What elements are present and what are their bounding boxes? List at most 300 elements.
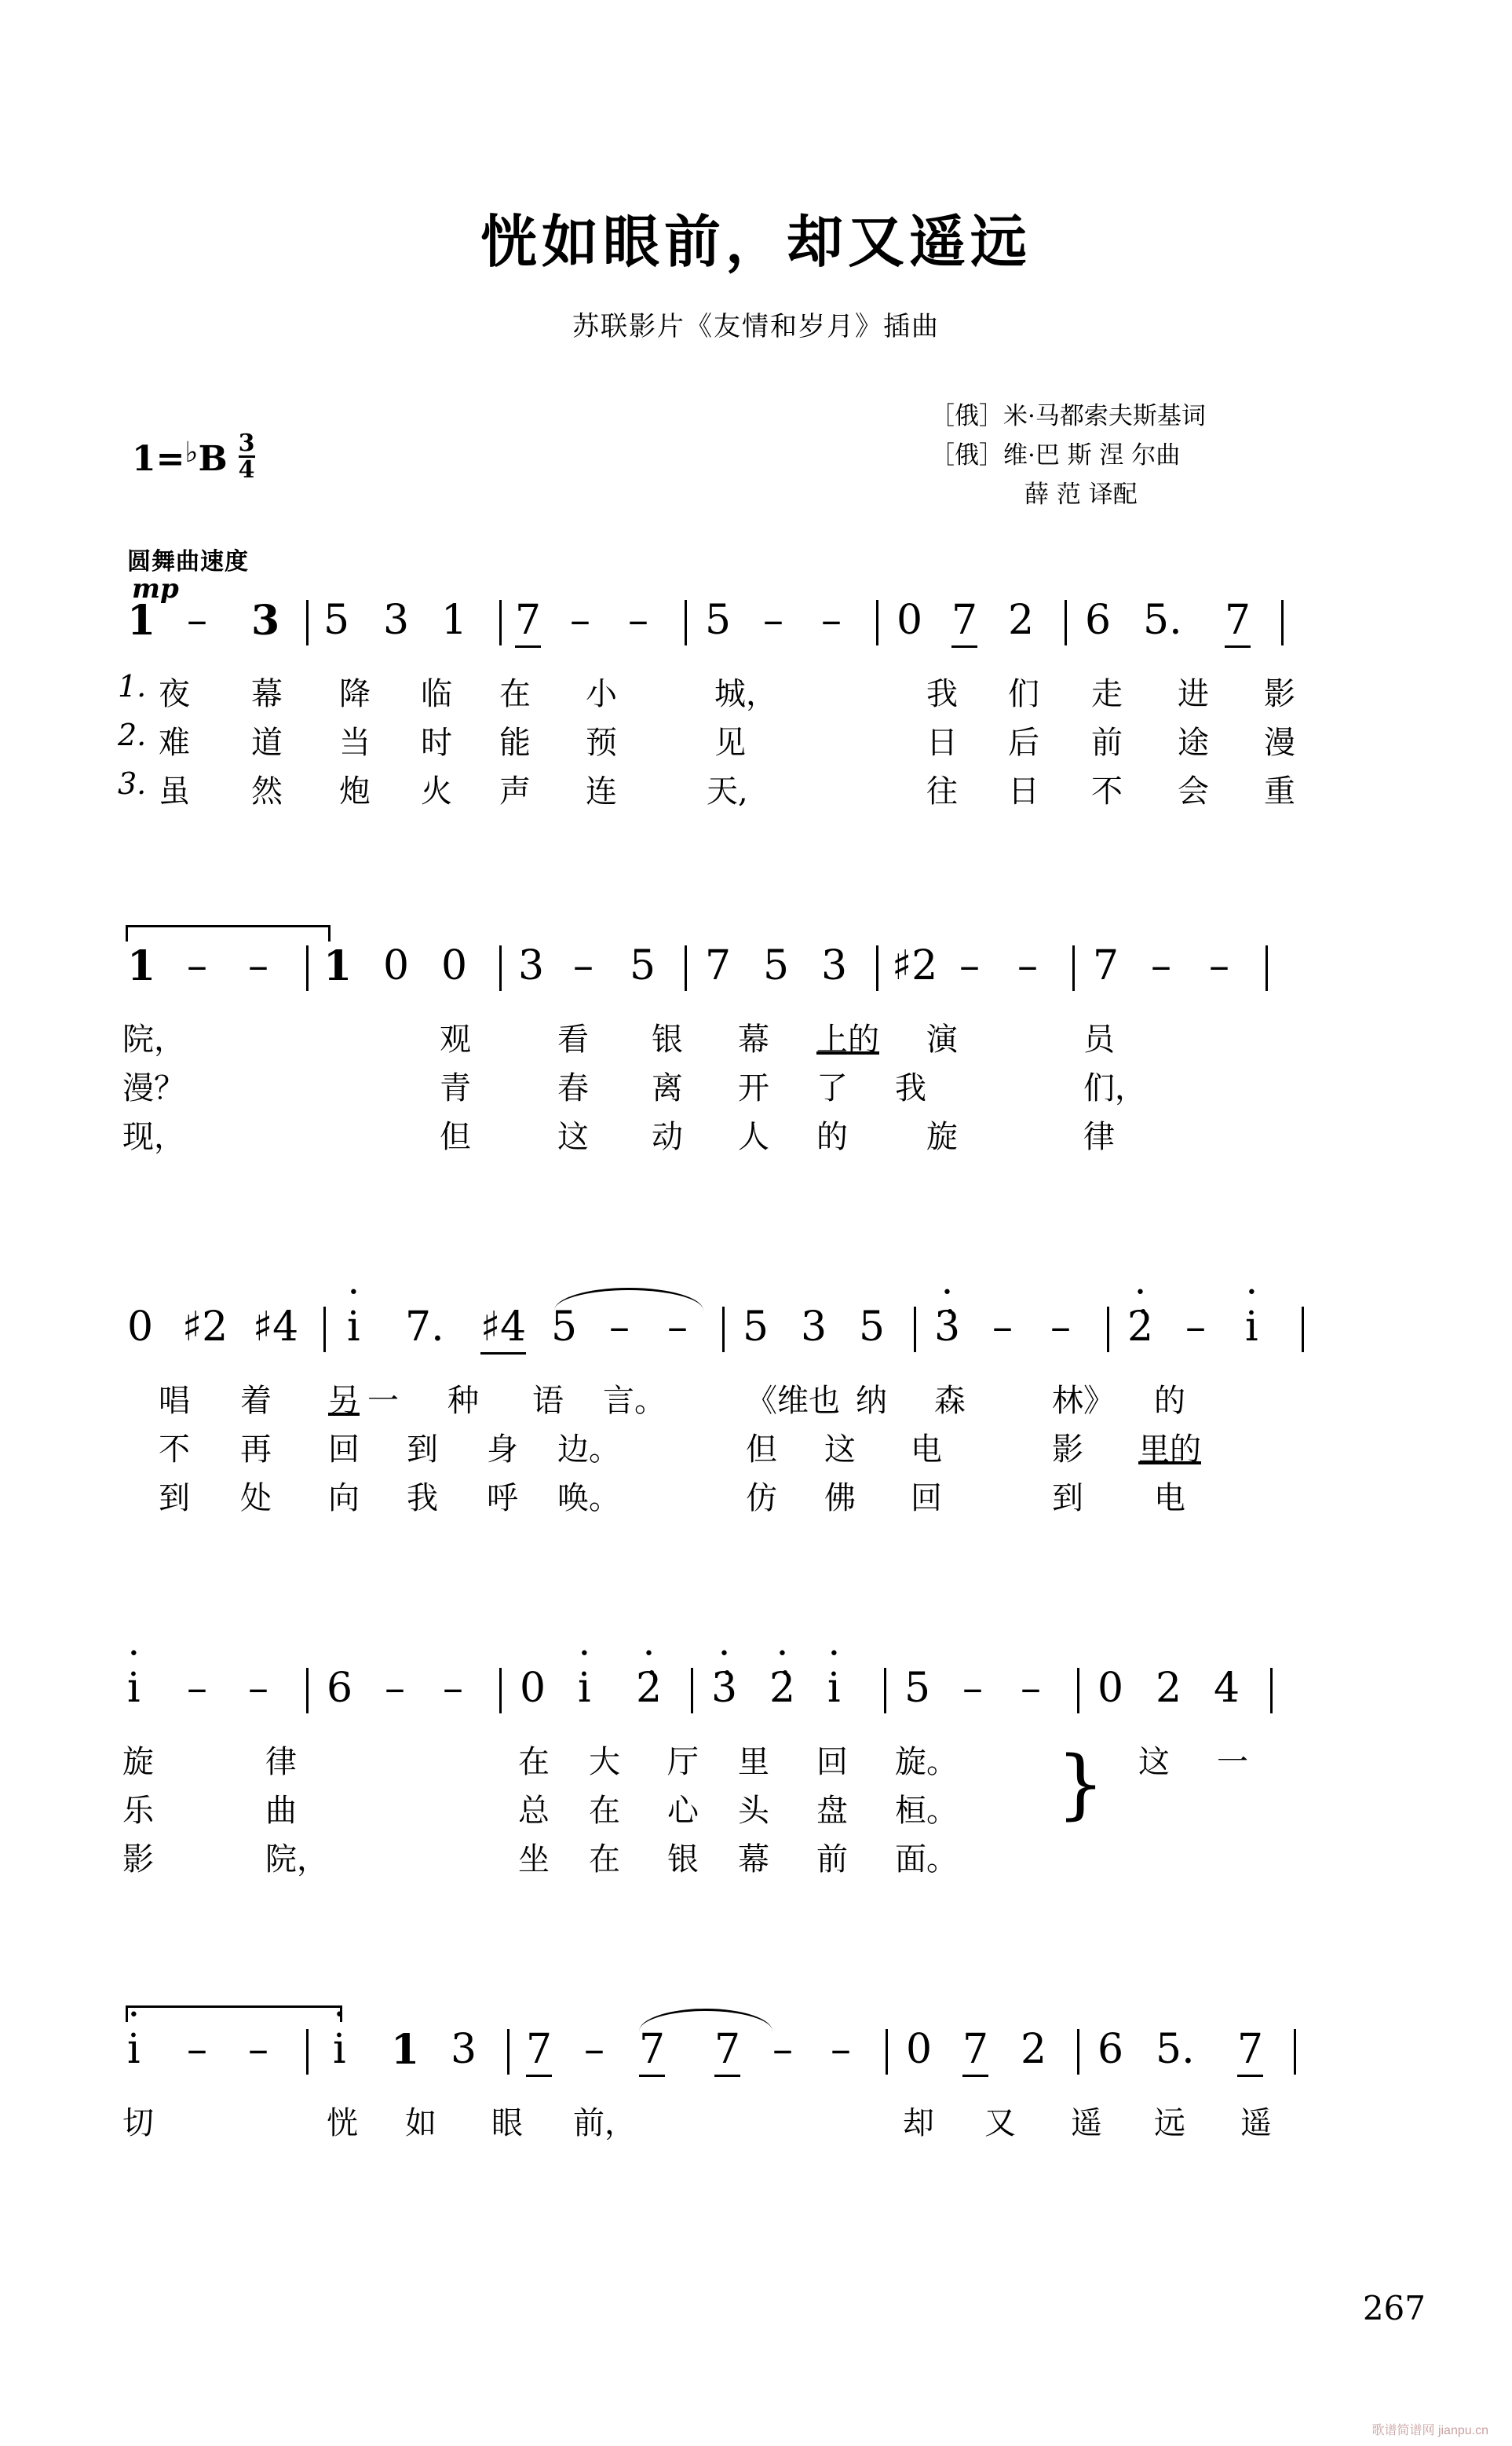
lyric-syllable: 连 — [586, 773, 617, 810]
lyric-syllable: 恍 — [327, 2105, 358, 2141]
note: 0 — [441, 942, 468, 989]
barline — [1077, 2029, 1079, 2075]
note: 4 — [1214, 1665, 1240, 1712]
lyric-syllable: 院， — [122, 1022, 185, 1058]
lyric-syllable: 银 — [667, 1841, 699, 1877]
lyric-syllable: 这 — [824, 1431, 856, 1468]
lyrics-block-5 — [118, 2098, 1421, 2147]
note: – — [573, 942, 593, 989]
lyric-syllable: 进 — [1178, 676, 1209, 712]
barline — [1294, 2029, 1296, 2075]
watermark: 歌谱简谱网 jianpu.cn — [1371, 2424, 1488, 2437]
page-number: 267 — [1362, 2289, 1426, 2327]
note: 6 — [1085, 597, 1112, 644]
barline — [685, 600, 687, 645]
lyric-syllable: 幕 — [251, 676, 283, 712]
lyrics-block-2 — [118, 1015, 1421, 1161]
lyric-syllable: 前 — [816, 1841, 848, 1877]
lyric-syllable: 再 — [240, 1431, 272, 1468]
lyric-syllable: 总 — [518, 1793, 550, 1829]
lyric-syllable: 到 — [407, 1431, 438, 1468]
note: • i — [127, 2026, 141, 2073]
music-system-3 — [118, 1303, 1421, 1522]
lyric-syllable: 这 — [1138, 1744, 1170, 1780]
note: – — [831, 2026, 851, 2073]
lyric-syllable: 盘 — [816, 1793, 848, 1829]
verse-number: 2. — [118, 718, 147, 752]
note: 1 — [127, 942, 156, 990]
note: – — [584, 2026, 604, 2073]
lyric-syllable: 乐 — [122, 1793, 154, 1829]
lyric-syllable: 坐 — [518, 1841, 550, 1877]
notation-row-1 — [118, 597, 1421, 664]
lyric-syllable: 预 — [586, 725, 617, 761]
credit-composer: ［俄］维·巴 斯 涅 尔曲 — [930, 441, 1181, 470]
note: 5 — [705, 597, 732, 644]
note: – — [1151, 942, 1171, 989]
lyric-syllable: 森 — [934, 1383, 966, 1419]
lyric-syllable: 看 — [557, 1022, 589, 1058]
note: 7 — [714, 2026, 740, 2077]
lyric-line — [118, 1015, 1421, 1063]
note: – — [248, 942, 268, 989]
lyric-syllable: 降 — [339, 676, 371, 712]
barline — [685, 945, 687, 991]
note: 5 — [859, 1303, 886, 1351]
lyric-syllable: 旋。 — [895, 1744, 958, 1780]
lyric-syllable: 我 — [926, 676, 958, 712]
note: 3 — [251, 597, 280, 645]
lyric-syllable: 夜 — [159, 676, 190, 712]
note: – — [763, 597, 783, 644]
barline — [323, 1307, 326, 1352]
barline — [306, 600, 309, 645]
lyric-syllable: 回 — [328, 1431, 360, 1468]
lyric-syllable: 不 — [1091, 773, 1123, 810]
note: • i — [127, 1665, 141, 1712]
note: 0 — [897, 597, 923, 644]
note: – — [609, 1303, 630, 1351]
lyric-syllable: 头 — [738, 1793, 769, 1829]
note: 2 — [1156, 1665, 1182, 1712]
lyric-syllable: 处 — [240, 1480, 272, 1516]
note: – — [962, 1665, 983, 1712]
second-ending-bracket — [126, 2005, 342, 2022]
note: • i — [347, 1303, 360, 1351]
note: 5 — [904, 1665, 931, 1712]
lyric-syllable: 远 — [1154, 2105, 1185, 2141]
note: 2 — [1021, 2026, 1047, 2073]
note: 1 — [391, 2026, 420, 2074]
lyric-syllable: 临 — [421, 676, 452, 712]
page-title: 恍如眼前，却又遥远 — [480, 208, 1032, 275]
note: – — [1017, 942, 1038, 989]
lyric-syllable: 天, — [707, 773, 748, 810]
lyric-syllable: 回 — [911, 1480, 942, 1516]
note: – — [959, 942, 980, 989]
note: 5. — [1143, 597, 1182, 644]
note: • 3̇ — [934, 1303, 960, 1351]
meter-numerator: 3 — [238, 430, 255, 457]
lyric-syllable: 后 — [1008, 725, 1039, 761]
lyric-line — [118, 718, 1421, 766]
lyric-line — [118, 1834, 1421, 1883]
note: – — [1021, 1665, 1041, 1712]
lyric-syllable: 电 — [911, 1431, 942, 1468]
lyric-syllable: 旋 — [926, 1119, 958, 1155]
lyric-syllable: 身 — [487, 1431, 518, 1468]
note: 7 — [951, 597, 977, 648]
lyric-syllable: 火 — [421, 773, 452, 810]
note: 7 — [1237, 2026, 1263, 2077]
lyric-syllable: 见 — [714, 725, 746, 761]
lyric-syllable: 途 — [1178, 725, 1209, 761]
lyric-syllable: 切 — [122, 2105, 154, 2141]
lyric-line — [118, 2098, 1421, 2147]
note: 5 — [323, 597, 350, 644]
lyric-syllable: 院， — [265, 1841, 328, 1877]
note: 2 — [1008, 597, 1035, 644]
note: 1 — [323, 942, 352, 990]
lyric-syllable: 但 — [746, 1431, 777, 1468]
lyric-syllable: 然 — [251, 773, 283, 810]
lyric-syllable: 观 — [440, 1022, 471, 1058]
credit-lyricist: ［俄］米·马都索夫斯基词 — [930, 402, 1206, 430]
lyric-line — [118, 1112, 1421, 1161]
barline — [306, 945, 309, 991]
lyric-syllable: 却 — [903, 2105, 934, 2141]
note: 7 — [639, 2026, 665, 2077]
note: – — [187, 942, 207, 989]
lyric-syllable: 也 — [809, 1383, 840, 1419]
lyric-syllable: 我 — [895, 1070, 926, 1106]
lyric-syllable: 厅 — [667, 1744, 699, 1780]
note: 3 — [821, 942, 848, 989]
lyric-syllable: 日 — [1008, 773, 1039, 810]
lyric-line — [118, 1473, 1421, 1522]
music-system-5 — [118, 2026, 1421, 2147]
music-system-1 — [118, 597, 1421, 815]
lyric-syllable: 电 — [1154, 1480, 1185, 1516]
lyric-line — [118, 1376, 1421, 1424]
lyric-syllable: 前 — [1091, 725, 1123, 761]
lyric-syllable: 现， — [122, 1119, 185, 1155]
lyric-syllable: 旋 — [122, 1744, 154, 1780]
lyric-syllable: 影 — [122, 1841, 154, 1877]
lyric-syllable: 的 — [1154, 1383, 1185, 1419]
lyric-syllable: 但 — [440, 1119, 471, 1155]
note: – — [772, 2026, 793, 2073]
lyrics-block-3 — [118, 1376, 1421, 1522]
lyric-line — [118, 1424, 1421, 1473]
barline — [499, 945, 502, 991]
note: ♯4 — [480, 1303, 526, 1355]
lyric-syllable: 一 — [367, 1383, 399, 1419]
lyric-syllable: 声 — [499, 773, 531, 810]
note: 0 — [520, 1665, 546, 1712]
note: 3 — [383, 597, 410, 644]
note: 7 — [1225, 597, 1251, 648]
lyric-syllable: 的 — [816, 1119, 848, 1155]
lyric-syllable: 演 — [926, 1022, 958, 1058]
notation-row-2 — [118, 942, 1421, 1010]
lyric-syllable: 律 — [1083, 1119, 1115, 1155]
note: – — [187, 2026, 207, 2073]
meter-denominator: 4 — [238, 456, 255, 484]
note: 5 — [763, 942, 790, 989]
lyric-syllable: 小 — [586, 676, 617, 712]
barline — [499, 1668, 502, 1713]
note: – — [1050, 1303, 1071, 1351]
note: • i — [578, 1665, 591, 1712]
barline — [876, 600, 878, 645]
lyric-syllable: 了 — [816, 1070, 848, 1106]
lyric-syllable: 当 — [339, 725, 371, 761]
lyric-syllable: 一 — [1217, 1744, 1248, 1780]
lyric-syllable: 漫？ — [122, 1070, 185, 1106]
lyric-syllable: 前， — [573, 2105, 636, 2141]
notation-row-5 — [118, 2026, 1421, 2093]
note: • i — [827, 1665, 841, 1712]
barline — [884, 1668, 886, 1713]
barline — [1065, 600, 1067, 645]
note: – — [385, 1665, 405, 1712]
note: 5 — [551, 1303, 578, 1351]
lyric-syllable: 曲 — [265, 1793, 297, 1829]
barline — [1072, 945, 1075, 991]
note: – — [628, 597, 648, 644]
lyric-syllable: 虽 — [159, 773, 190, 810]
note: – — [187, 1665, 207, 1712]
lyric-syllable: 能 — [499, 725, 531, 761]
note: ♯4 — [253, 1303, 299, 1351]
lyric-syllable: 影 — [1264, 676, 1295, 712]
note: • 2̇ — [636, 1665, 662, 1712]
note: – — [1185, 1303, 1206, 1351]
flat-icon: ♭ — [184, 436, 199, 469]
verse-number: 1. — [118, 669, 147, 704]
note: 7 — [526, 2026, 552, 2077]
dynamic-marking: mp — [132, 573, 179, 605]
lyric-syllable: 《维 — [746, 1383, 809, 1419]
lyric-line — [118, 1786, 1421, 1834]
lyric-syllable: 炮 — [339, 773, 371, 810]
note: 3 — [451, 2026, 477, 2073]
lyric-syllable: 眼 — [491, 2105, 523, 2141]
note: – — [187, 597, 207, 644]
barline — [1270, 1668, 1273, 1713]
barline — [722, 1307, 725, 1352]
note: • 3̇ — [711, 1665, 737, 1712]
note: 3 — [518, 942, 545, 989]
note: 5 — [743, 1303, 769, 1351]
lyric-line — [118, 766, 1421, 815]
tempo-marking: 圆舞曲速度 — [127, 548, 249, 576]
lyric-syllable: 边。 — [557, 1431, 620, 1468]
lyric-syllable: 会 — [1178, 773, 1209, 810]
barline — [914, 1307, 916, 1352]
note: – — [443, 1665, 463, 1712]
lyric-syllable: 如 — [405, 2105, 436, 2141]
lyric-syllable: 向 — [328, 1480, 360, 1516]
lyric-syllable: 律 — [265, 1744, 297, 1780]
lyric-syllable: 我 — [407, 1480, 438, 1516]
note: – — [667, 1303, 688, 1351]
note: 6 — [1097, 2026, 1124, 2073]
lyric-syllable: 开 — [738, 1070, 769, 1106]
lyrics-block-1 — [118, 669, 1421, 815]
note: 1 — [127, 597, 156, 645]
lyric-syllable: 走 — [1091, 676, 1123, 712]
lyric-syllable: 青 — [440, 1070, 471, 1106]
lyric-syllable: 动 — [652, 1119, 683, 1155]
note: • i — [333, 2026, 346, 2073]
note: 5. — [1156, 2026, 1195, 2073]
note: – — [1209, 942, 1229, 989]
credit-translator: 薛 范 译配 — [1024, 481, 1138, 509]
lyric-syllable: 员 — [1083, 1022, 1115, 1058]
lyric-syllable: 语 — [532, 1383, 564, 1419]
lyric-syllable: 在 — [589, 1793, 620, 1829]
barline — [306, 1668, 309, 1713]
music-system-4 — [118, 1665, 1421, 1883]
barline — [1281, 600, 1284, 645]
note: – — [992, 1303, 1013, 1351]
note: ♯2 — [892, 942, 938, 989]
note: 0 — [127, 1303, 154, 1351]
lyrics-block-4 — [118, 1737, 1421, 1883]
lyric-line — [118, 669, 1421, 718]
note: ♯2 — [182, 1303, 228, 1351]
lyric-syllable: 难 — [159, 725, 190, 761]
note: 7 — [962, 2026, 988, 2077]
lyric-syllable: 影 — [1052, 1431, 1083, 1468]
lyric-syllable: 离 — [652, 1070, 683, 1106]
barline — [691, 1668, 693, 1713]
lyric-syllable: 言。 — [603, 1383, 666, 1419]
lyric-syllable: 往 — [926, 773, 958, 810]
lyric-syllable: 日 — [926, 725, 958, 761]
barline — [507, 2029, 509, 2075]
note: 7 — [515, 597, 541, 648]
lyric-line — [118, 1063, 1421, 1112]
barline — [1107, 1307, 1109, 1352]
note: 7. — [405, 1303, 444, 1351]
lyric-syllable: 里 — [738, 1744, 769, 1780]
lyric-syllable: 呼 — [487, 1480, 518, 1516]
note: 1 — [441, 597, 468, 644]
barline — [1302, 1307, 1304, 1352]
lyric-syllable: 唤。 — [557, 1480, 620, 1516]
note: – — [248, 1665, 268, 1712]
lyric-syllable: 在 — [499, 676, 531, 712]
lyric-syllable: 这 — [557, 1119, 589, 1155]
verse-number: 3. — [118, 766, 147, 801]
notation-row-3 — [118, 1303, 1421, 1371]
lyric-syllable: 遥 — [1071, 2105, 1102, 2141]
note: 0 — [1097, 1665, 1124, 1712]
lyric-syllable: 到 — [159, 1480, 190, 1516]
lyric-syllable: 另 — [328, 1383, 360, 1419]
lyric-syllable: 到 — [1052, 1480, 1083, 1516]
note: 5 — [630, 942, 656, 989]
lyric-syllable: 纳 — [856, 1383, 887, 1419]
lyric-line — [118, 1737, 1421, 1786]
time-signature — [239, 432, 255, 482]
lyric-syllable: 银 — [652, 1022, 683, 1058]
note: 3 — [801, 1303, 827, 1351]
barline — [499, 600, 502, 645]
lyric-syllable: 又 — [984, 2105, 1016, 2141]
note: 0 — [383, 942, 410, 989]
lyric-syllable: 不 — [159, 1431, 190, 1468]
note: – — [570, 597, 590, 644]
lyric-syllable: 城， — [714, 676, 777, 712]
key-signature — [132, 430, 255, 484]
lyric-syllable: 里的 — [1138, 1431, 1201, 1468]
barline — [306, 2029, 309, 2075]
lyric-syllable: 漫 — [1264, 725, 1295, 761]
page-subtitle: 苏联影片《友情和岁月》插曲 — [572, 311, 940, 342]
lyric-syllable: 大 — [589, 1744, 620, 1780]
lyric-syllable: 重 — [1264, 773, 1295, 810]
key-label: 1= — [132, 438, 185, 479]
lyric-syllable: 上的 — [816, 1022, 879, 1058]
lyric-syllable: 种 — [447, 1383, 479, 1419]
note: • 2̇ — [769, 1665, 795, 1712]
note: • i — [1245, 1303, 1258, 1351]
lyric-syllable: 幕 — [738, 1022, 769, 1058]
lyric-syllable: 林》 — [1052, 1383, 1115, 1419]
note: 7 — [1093, 942, 1119, 989]
lyric-syllable: 在 — [518, 1744, 550, 1780]
note: 0 — [906, 2026, 933, 2073]
note: • 2̇ — [1127, 1303, 1153, 1351]
lyric-syllable: 着 — [240, 1383, 272, 1419]
lyric-syllable: 们， — [1083, 1070, 1146, 1106]
lyric-syllable: 幕 — [738, 1841, 769, 1877]
notation-row-4 — [118, 1665, 1421, 1732]
lyric-syllable: 人 — [738, 1119, 769, 1155]
lyric-syllable: 时 — [421, 725, 452, 761]
repeat-brace: } — [1057, 1740, 1105, 1828]
lyric-syllable: 佛 — [824, 1480, 856, 1516]
lyric-syllable: 唱 — [159, 1383, 190, 1419]
barline — [876, 945, 878, 991]
note: – — [248, 2026, 268, 2073]
lyric-syllable: 回 — [816, 1744, 848, 1780]
barline — [1265, 945, 1268, 991]
lyric-syllable: 道 — [251, 725, 283, 761]
lyric-syllable: 遥 — [1240, 2105, 1272, 2141]
barline — [886, 2029, 888, 2075]
lyric-syllable: 桓。 — [895, 1793, 958, 1829]
lyric-syllable: 心 — [667, 1793, 699, 1829]
key-letter: B — [198, 438, 228, 479]
music-system-2 — [118, 942, 1421, 1161]
lyric-syllable: 春 — [557, 1070, 589, 1106]
note: – — [821, 597, 842, 644]
lyric-syllable: 仿 — [746, 1480, 777, 1516]
lyric-syllable: 面。 — [895, 1841, 958, 1877]
barline — [1077, 1668, 1079, 1713]
credits-block — [930, 397, 1480, 514]
first-ending-bracket — [126, 925, 331, 941]
lyric-syllable: 在 — [589, 1841, 620, 1877]
note: 7 — [705, 942, 732, 989]
lyric-syllable: 们 — [1008, 676, 1039, 712]
note: 6 — [327, 1665, 353, 1712]
